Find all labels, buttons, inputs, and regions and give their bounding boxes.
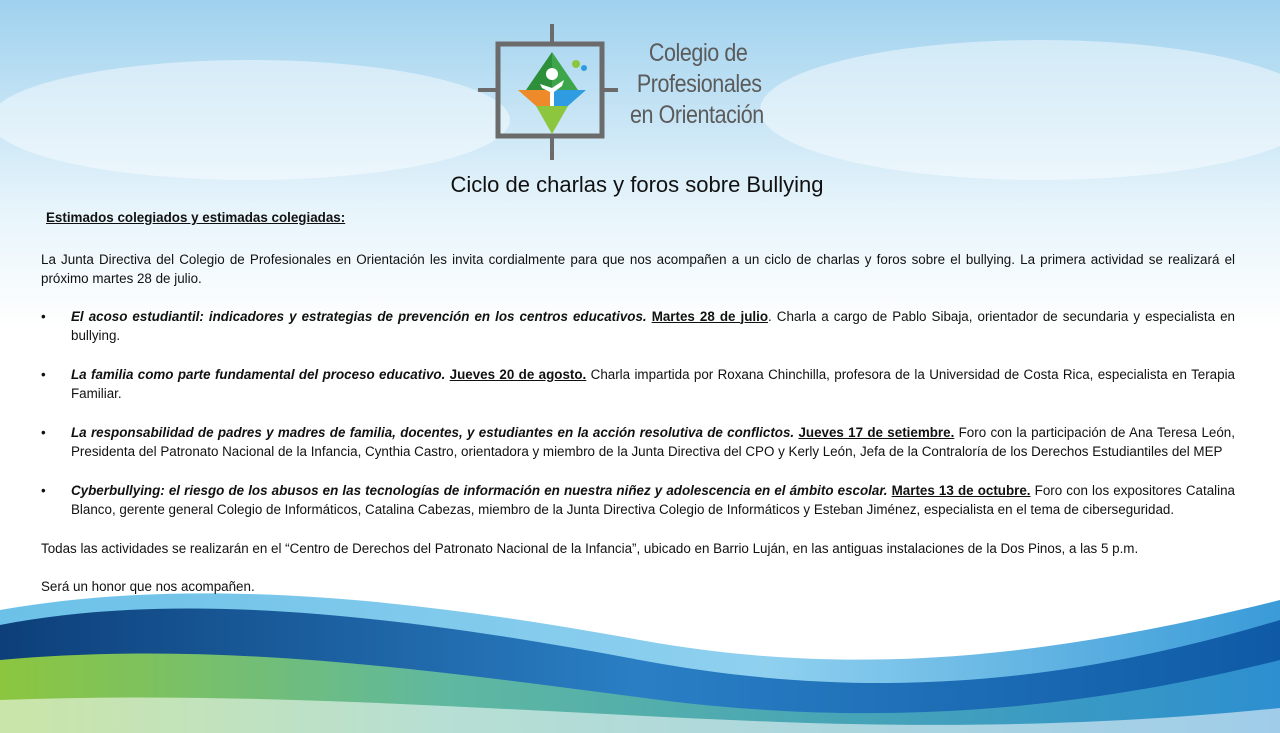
- activity-date: Martes 28 de julio: [651, 308, 769, 324]
- activities-list: [41, 307, 1235, 520]
- activity-title: La familia como parte fundamental del proceso educativo.: [71, 366, 446, 382]
- logo-line-2: Profesionales: [636, 70, 762, 98]
- activity-date: Jueves 17 de setiembre.: [798, 424, 955, 440]
- logo-text: [630, 38, 776, 131]
- logo-line-1: Colegio de: [648, 39, 748, 67]
- activity-title: El acoso estudiantil: indicadores y estrategias de prevención en los centros educativos.: [71, 308, 647, 324]
- bullet-icon: •: [41, 366, 46, 382]
- bullet-icon: •: [41, 308, 46, 324]
- activity-item: [41, 307, 1235, 346]
- activity-item: [41, 423, 1235, 462]
- page-title: Ciclo de charlas y foros sobre Bullying: [450, 172, 824, 197]
- logo-emblem-icon: [478, 24, 618, 164]
- bullet-icon: •: [41, 424, 46, 440]
- activity-date: Martes 13 de octubre.: [891, 482, 1031, 498]
- activity-title: La responsabilidad de padres y madres de familia, docentes, y estudiantes en la acción resolutiva de conflictos.: [71, 424, 795, 440]
- activity-title: Cyberbullying: el riesgo de los abusos en las tecnologías de información en nuestra niñez y adolescencia en el ámbito escolar.: [71, 482, 888, 498]
- thanks-line: Será un honor que nos acompañen.: [41, 579, 255, 594]
- activity-description: . Charla a cargo de Pablo Sibaja, orientador de secundaria y especialista en bullying.: [71, 308, 1235, 343]
- letter-body: [41, 208, 1235, 597]
- activity-item: [41, 481, 1235, 520]
- bullet-icon: •: [41, 482, 46, 498]
- activity-description: Charla impartida por Roxana Chinchilla, profesora de la Universidad de Costa Rica, especialista en Terapia Familiar.: [71, 366, 1235, 401]
- activity-description: Foro con los expositores Catalina Blanco, gerente general Colegio de Informáticos, Catalina Cabezas, miembro de la Junta Directiva Colegio de Informáticos y Esteban Jiménez, especialista en el tema de ciberseguridad.: [71, 482, 1235, 517]
- logo: [478, 24, 798, 164]
- closing-paragraph: Todas las actividades se realizarán en el “Centro de Derechos del Patronato Nacional de la Infancia”, ubicado en Barrio Luján, en las antiguas instalaciones de la Dos Pinos, a las 5 p.m.: [41, 540, 1139, 556]
- activity-item: [41, 365, 1235, 404]
- activity-date: Jueves 20 de agosto.: [449, 366, 587, 382]
- activity-description: Foro con la participación de Ana Teresa León, Presidenta del Patronato Nacional de la Infancia, Cynthia Castro, orientadora y miembro de la Junta Directiva del CPO y Kerly León, Jefa de la Contraloría de los Derechos Estudiantiles del MEP: [71, 424, 1235, 459]
- logo-line-3: en Orientación: [630, 101, 764, 129]
- intro-paragraph: La Junta Directiva del Colegio de Profesionales en Orientación les invita cordialmente para que nos acompañen a un ciclo de charlas y foros sobre el bullying. La primera actividad se realizará el próximo martes 28 de julio.: [41, 251, 1235, 286]
- greeting: Estimados colegiados y estimadas colegiadas:: [46, 210, 346, 225]
